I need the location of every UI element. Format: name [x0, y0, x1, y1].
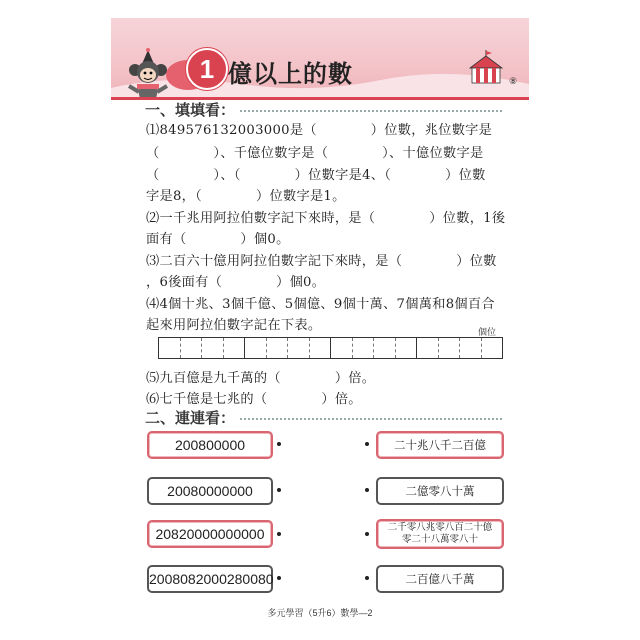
question-line: 面有（ ）個0。: [146, 232, 290, 247]
left-number-box[interactable]: 200800000: [147, 431, 273, 459]
right-connector-dot[interactable]: [365, 488, 369, 492]
corner-mark: ⑧: [509, 77, 518, 87]
digit-cell[interactable]: [181, 338, 203, 358]
right-connector-dot[interactable]: [365, 576, 369, 580]
section-2-title: 二、連連看：: [145, 410, 236, 427]
right-connector-dot[interactable]: [365, 532, 369, 536]
left-number-box[interactable]: 2008082000280080: [147, 565, 273, 593]
question-line: ，6後面有（ ）個0。: [146, 275, 326, 290]
question-line: ⑴849576132003000是（ ）位數，兆位數字是: [146, 123, 493, 138]
digit-cell[interactable]: [353, 338, 375, 358]
left-number-box[interactable]: 20820000000000: [147, 520, 273, 548]
digit-cell[interactable]: [331, 338, 353, 358]
question-line: ⑸九百億是九千萬的（ ）倍。: [146, 371, 376, 386]
left-connector-dot[interactable]: [277, 576, 281, 580]
digit-table-label: 個位: [478, 328, 497, 338]
left-connector-dot[interactable]: [277, 442, 281, 446]
digit-cell[interactable]: [202, 338, 224, 358]
question-line: （ ）、（ ）位數字是4、（ ）位數: [146, 168, 486, 183]
section-2-divider: [240, 418, 502, 420]
right-word-box[interactable]: 二十兆八千二百億: [376, 431, 504, 459]
digit-cell[interactable]: [439, 338, 461, 358]
digit-cell[interactable]: [417, 338, 439, 358]
question-line: ⑷4個十兆、3個千億、5個億、9個十萬、7個萬和8個百合: [146, 297, 495, 312]
question-line: 起來用阿拉伯數字記在下表。: [146, 318, 322, 333]
digit-cell[interactable]: [267, 338, 289, 358]
digit-cell[interactable]: [482, 338, 503, 358]
digit-cell[interactable]: [460, 338, 482, 358]
question-line: ⑵一千兆用阿拉伯數字記下來時，是（ ）位數，1後: [146, 211, 506, 226]
left-number-box[interactable]: 20080000000: [147, 477, 273, 505]
right-word-box[interactable]: 二百億八千萬: [376, 565, 504, 593]
section-1-title: 一、填填看：: [145, 102, 236, 119]
question-line: ⑶二百六十億用阿拉伯數字記下來時，是（ ）位數: [146, 254, 497, 269]
right-word-box[interactable]: 二千零八兆零八百二十億零二十八萬零八十: [376, 519, 504, 549]
lesson-number-badge: 1: [186, 48, 228, 90]
digit-cell[interactable]: [159, 338, 181, 358]
digit-cell[interactable]: [374, 338, 396, 358]
digit-table[interactable]: [158, 337, 503, 359]
left-connector-dot[interactable]: [277, 488, 281, 492]
digit-cell[interactable]: [245, 338, 267, 358]
page-footer: 多元學習（5升6）數學—2: [267, 608, 373, 618]
right-connector-dot[interactable]: [365, 442, 369, 446]
question-line: （ ）、千億位數字是（ ）、十億位數字是: [146, 146, 484, 161]
left-connector-dot[interactable]: [277, 532, 281, 536]
lesson-title: 億以上的數: [228, 61, 353, 88]
question-line: ⑹七千億是七兆的（ ）倍。: [146, 392, 362, 407]
circus-tent-icon: [468, 50, 504, 84]
section-1-divider: [240, 110, 502, 112]
digit-cell[interactable]: [224, 338, 246, 358]
digit-cell[interactable]: [288, 338, 310, 358]
digit-cell[interactable]: [310, 338, 332, 358]
digit-cell[interactable]: [396, 338, 418, 358]
question-line: 字是8，（ ）位數字是1。: [146, 189, 346, 204]
right-word-box[interactable]: 二億零八十萬: [376, 477, 504, 505]
monkey-mascot-icon: [125, 48, 171, 100]
